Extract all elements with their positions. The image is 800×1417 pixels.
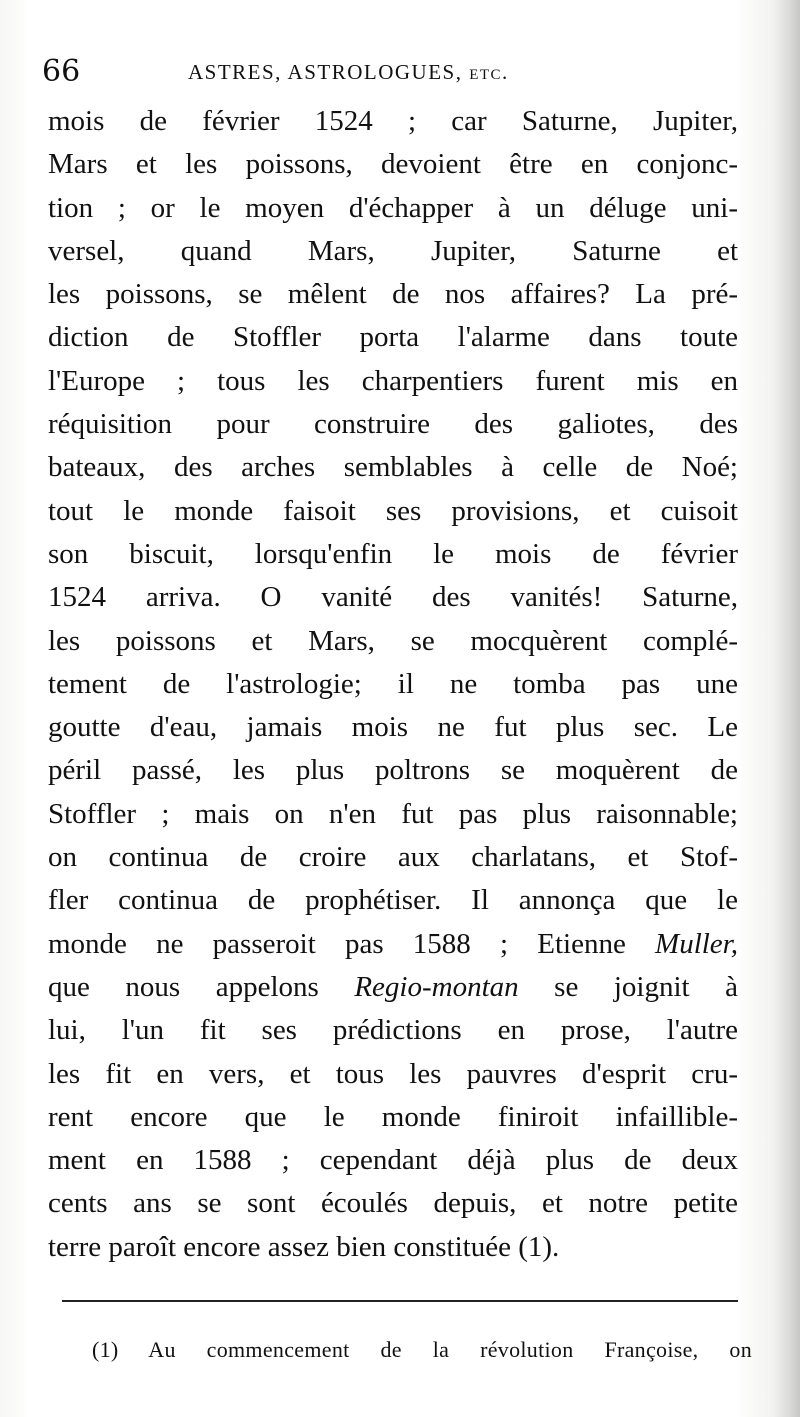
text-line: son biscuit, lorsqu'enfin le mois de février [48, 537, 738, 570]
text-line: diction de Stoffler porta l'alarme dans toute [48, 321, 738, 354]
text-line: les fit en vers, et tous les pauvres d'esprit cru- [48, 1057, 738, 1090]
text-line: fler continua de prophétiser. Il annonça que le [48, 884, 738, 917]
text-line: mois de février 1524 ; car Saturne, Jupiter, [48, 105, 738, 137]
text-line: rent encore que le monde finiroit infaillible- [48, 1100, 738, 1133]
text-line-segment: que nous appelons [48, 970, 355, 1003]
italic-name-muller: Muller, [655, 927, 738, 960]
text-line: goutte d'eau, jamais mois ne fut plus sec. Le [48, 711, 738, 744]
body-text [48, 100, 738, 1269]
text-line: tout le monde faisoit ses provisions, et cuisoit [48, 494, 738, 527]
footnote: (1) Au commencement de la révolution Françoise, on [92, 1337, 752, 1362]
text-line-segment: se joignit à [518, 970, 738, 1003]
text-line: versel, quand Mars, Jupiter, Saturne et [48, 234, 738, 267]
text-line-with-italic [48, 966, 738, 1009]
text-line: bateaux, des arches semblables à celle de Noé; [48, 451, 738, 484]
text-line: ment en 1588 ; cependant déjà plus de deux [48, 1144, 738, 1177]
text-line: les poissons, se mêlent de nos affaires? La pré- [48, 278, 738, 311]
running-title: ASTRES, ASTROLOGUES, etc. [188, 60, 509, 84]
text-line: terre paroît encore assez bien constituée (1). [48, 1230, 560, 1263]
page-header [42, 52, 742, 92]
text-line: tion ; or le moyen d'échapper à un déluge uni- [48, 191, 738, 224]
text-line: tement de l'astrologie; il ne tomba pas une [48, 667, 738, 700]
page-edge-shadow [772, 0, 800, 1417]
text-line: Stoffler ; mais on n'en fut pas plus raisonnable; [48, 797, 738, 830]
text-line: réquisition pour construire des galiotes, des [48, 408, 738, 441]
text-line-with-italic [48, 923, 738, 966]
italic-name-regiomontan: Regio-montan [354, 970, 519, 1003]
text-line: cents ans se sont écoulés depuis, et notre petite [48, 1187, 738, 1220]
page-number: 66 [42, 54, 81, 89]
text-line: on continua de croire aux charlatans, et Stof- [48, 841, 738, 874]
text-line: l'Europe ; tous les charpentiers furent mis en [48, 364, 738, 397]
text-line: les poissons et Mars, se mocquèrent complé- [48, 624, 738, 657]
text-line-segment: monde ne passeroit pas 1588 ; Etienne [48, 927, 656, 960]
text-line: Mars et les poissons, devoient être en conjonc- [48, 148, 738, 181]
footnote-divider [62, 1300, 738, 1302]
text-line: lui, l'un fit ses prédictions en prose, l'autre [48, 1014, 738, 1047]
text-line: 1524 arriva. O vanité des vanités! Saturne, [48, 581, 738, 614]
text-line: péril passé, les plus poltrons se moquèrent de [48, 754, 738, 787]
